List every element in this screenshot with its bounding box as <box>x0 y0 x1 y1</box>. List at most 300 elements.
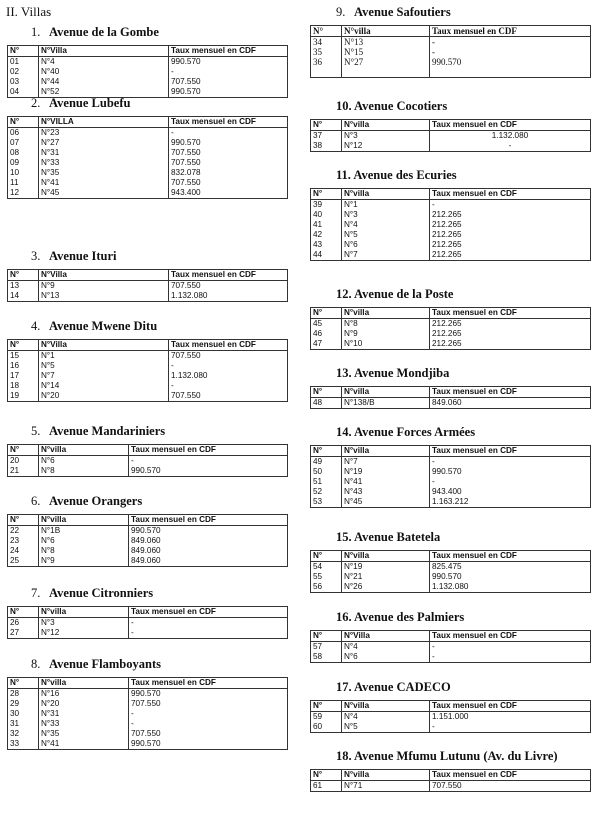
column-header-rate: Taux mensuel en CDF <box>129 607 288 618</box>
table-row <box>8 148 288 158</box>
cell-rate: 707.550 <box>169 281 288 292</box>
column-header-no: N° <box>311 120 342 131</box>
cell-rate: 990.570 <box>129 689 288 700</box>
cell-villa: N°13 <box>39 291 169 302</box>
section-title: Avenue de la Gombe <box>40 25 159 39</box>
cell-villa: N°9 <box>39 556 129 567</box>
cell-villa: N°31 <box>39 148 169 158</box>
villa-table <box>310 25 591 78</box>
cell-villa: N°27 <box>342 57 430 67</box>
page-title: II. Villas <box>6 4 52 19</box>
cell-rate: 1.151.000 <box>430 712 591 723</box>
column-header-no: N° <box>8 270 39 281</box>
cell-no: 18 <box>8 381 39 391</box>
cell-rate: - <box>129 618 288 629</box>
cell-no: 52 <box>311 487 342 497</box>
section-18 <box>310 748 591 792</box>
cell-rate: 832.078 <box>169 168 288 178</box>
section-10 <box>310 98 591 152</box>
column-header-rate: Taux mensuel en CDF <box>430 701 591 712</box>
table-row <box>8 291 288 302</box>
cell-rate: 849.060 <box>129 556 288 567</box>
table-row <box>8 556 288 567</box>
cell-rate: - <box>430 642 591 653</box>
cell-no: 17 <box>8 371 39 381</box>
cell-rate: 1.132.080 <box>169 371 288 381</box>
column-header-rate: Taux mensuel en CDF <box>430 770 591 781</box>
section-title: Avenue Cocotiers <box>351 99 448 113</box>
cell-no: 34 <box>311 37 342 48</box>
cell-no: 38 <box>311 141 342 152</box>
cell-villa: N°41 <box>342 477 430 487</box>
section-16 <box>310 609 591 663</box>
cell-rate: - <box>430 47 591 57</box>
cell-no: 19 <box>8 391 39 402</box>
table-row <box>8 546 288 556</box>
cell-villa: N°3 <box>342 131 430 142</box>
cell-villa: N°5 <box>342 722 430 733</box>
table-row <box>8 67 288 77</box>
cell-no: 49 <box>311 457 342 468</box>
cell-rate: 707.550 <box>169 148 288 158</box>
cell-no: 39 <box>311 200 342 211</box>
section-14 <box>310 424 591 508</box>
column-header-rate: Taux mensuel en CDF <box>169 46 288 57</box>
column-header-villa: N°villa <box>39 607 129 618</box>
section-title: Avenue Mfumu Lutunu (Av. du Livre) <box>351 749 558 763</box>
table-row <box>8 456 288 467</box>
table-row <box>311 200 591 211</box>
cell-no: 11 <box>8 178 39 188</box>
cell-villa: N°16 <box>39 689 129 700</box>
cell-villa: N°71 <box>342 781 430 792</box>
cell-villa: N°7 <box>342 250 430 261</box>
cell-no: 27 <box>8 628 39 639</box>
column-header-villa: N°villa <box>342 701 430 712</box>
cell-villa: N°15 <box>342 47 430 57</box>
table-header-row <box>8 678 288 689</box>
section-number: 13. <box>336 366 352 380</box>
cell-rate: - <box>430 722 591 733</box>
section-heading <box>310 748 591 764</box>
cell-rate: 707.550 <box>129 699 288 709</box>
section-title: Avenue Batetela <box>351 530 441 544</box>
table-row <box>8 381 288 391</box>
cell-no: 04 <box>8 87 39 98</box>
column-header-villa: N°Villa <box>39 340 169 351</box>
cell-rate: - <box>430 457 591 468</box>
cell-villa: N°19 <box>342 562 430 573</box>
section-heading <box>7 423 288 439</box>
table-row <box>8 158 288 168</box>
cell-villa: N°7 <box>342 457 430 468</box>
cell-villa: N°13 <box>342 37 430 48</box>
section-number: 8. <box>31 657 41 671</box>
table-row <box>311 562 591 573</box>
cell-villa: N°43 <box>342 487 430 497</box>
cell-villa: N°19 <box>342 467 430 477</box>
column-header-no: N° <box>8 607 39 618</box>
table-row <box>8 351 288 362</box>
table-row <box>311 642 591 653</box>
section-title: Avenue Ituri <box>40 249 117 263</box>
cell-villa: N°35 <box>39 168 169 178</box>
villa-table <box>310 700 591 733</box>
column-header-rate: Taux mensuel en CDF <box>430 446 591 457</box>
cell-villa: N°7 <box>39 371 169 381</box>
villa-table <box>7 514 288 567</box>
cell-rate: 212.265 <box>430 220 591 230</box>
cell-villa: N°8 <box>342 319 430 330</box>
villa-table <box>310 119 591 152</box>
cell-no: 35 <box>311 47 342 57</box>
section-heading <box>310 167 591 183</box>
section-11 <box>310 167 591 261</box>
table-row <box>311 250 591 261</box>
cell-villa: N°12 <box>342 141 430 152</box>
cell-no: 33 <box>8 739 39 750</box>
section-heading <box>310 609 591 625</box>
villa-table <box>7 444 288 477</box>
table-row <box>311 131 591 142</box>
column-header-no: N° <box>311 308 342 319</box>
cell-no: 09 <box>8 158 39 168</box>
cell-villa: N°35 <box>39 729 129 739</box>
column-header-no: N° <box>311 387 342 398</box>
section-title: Avenue Mondjiba <box>351 366 450 380</box>
cell-villa: N°5 <box>39 361 169 371</box>
section-title: Avenue des Ecuries <box>350 168 457 182</box>
cell-no: 44 <box>311 250 342 261</box>
column-header-rate: Taux mensuel en CDF <box>169 270 288 281</box>
section-title: Avenue Citronniers <box>40 586 154 600</box>
cell-villa: N°4 <box>39 57 169 68</box>
column-header-villa: N°villa <box>342 120 430 131</box>
cell-villa: N°138/B <box>342 398 430 409</box>
cell-rate: 212.265 <box>430 339 591 350</box>
cell-no: 01 <box>8 57 39 68</box>
table-header-row <box>311 770 591 781</box>
cell-rate: 212.265 <box>430 250 591 261</box>
villa-table <box>7 339 288 402</box>
table-header-row <box>8 117 288 128</box>
column-header-villa: N°Villa <box>342 631 430 642</box>
table-row <box>311 230 591 240</box>
cell-no: 21 <box>8 466 39 477</box>
cell-rate: 849.060 <box>129 546 288 556</box>
cell-rate: 990.570 <box>129 526 288 537</box>
cell-no: 57 <box>311 642 342 653</box>
cell-no: 47 <box>311 339 342 350</box>
cell-no: 41 <box>311 220 342 230</box>
table-row <box>8 618 288 629</box>
cell-villa: N°1 <box>39 351 169 362</box>
column-header-no: N° <box>311 631 342 642</box>
cell-rate: 990.570 <box>129 466 288 477</box>
column-header-no: N° <box>311 701 342 712</box>
cell-rate: 1.163.212 <box>430 497 591 508</box>
cell-no: 40 <box>311 210 342 220</box>
column-header-villa: N°Villa <box>39 46 169 57</box>
cell-rate: - <box>430 652 591 663</box>
villa-table <box>310 445 591 508</box>
section-6 <box>7 493 288 567</box>
table-header-row <box>311 387 591 398</box>
section-title: Avenue de la Poste <box>351 287 454 301</box>
section-4 <box>7 318 288 402</box>
section-heading <box>310 98 591 114</box>
table-header-row <box>311 308 591 319</box>
table-row <box>8 739 288 750</box>
cell-no: 51 <box>311 477 342 487</box>
table-row <box>8 689 288 700</box>
table-header-row <box>311 701 591 712</box>
cell-no: 48 <box>311 398 342 409</box>
table-row <box>311 47 591 57</box>
cell-no: 16 <box>8 361 39 371</box>
section-13 <box>310 365 591 409</box>
column-header-villa: N°villa <box>342 446 430 457</box>
cell-no: 31 <box>8 719 39 729</box>
cell-villa: N°45 <box>342 497 430 508</box>
table-row <box>311 722 591 733</box>
column-header-rate: Taux mensuel en CDF <box>129 678 288 689</box>
section-2 <box>7 95 288 199</box>
table-row <box>311 582 591 593</box>
cell-villa: N°20 <box>39 699 129 709</box>
section-17 <box>310 679 591 733</box>
section-heading <box>310 4 591 20</box>
villa-table <box>310 188 591 261</box>
column-header-no: N° <box>8 678 39 689</box>
cell-villa: N°9 <box>39 281 169 292</box>
villa-table <box>310 386 591 409</box>
cell-rate: 990.570 <box>169 87 288 98</box>
section-9 <box>310 4 591 78</box>
cell-villa: N°26 <box>342 582 430 593</box>
column-header-rate: Taux mensuel en CDF <box>430 189 591 200</box>
section-number: 3. <box>31 249 41 263</box>
section-heading <box>7 585 288 601</box>
cell-rate: 943.400 <box>169 188 288 199</box>
table-header-row <box>311 446 591 457</box>
column-header-villa: N°villa <box>39 678 129 689</box>
cell-villa: N°6 <box>342 652 430 663</box>
column-header-villa: N°villa <box>342 387 430 398</box>
cell-rate: - <box>430 200 591 211</box>
column-header-rate: Taux mensuel en CDF <box>430 631 591 642</box>
cell-villa: N°4 <box>342 642 430 653</box>
cell-no: 10 <box>8 168 39 178</box>
section-title: Avenue Mandariniers <box>40 424 166 438</box>
cell-villa: N°4 <box>342 712 430 723</box>
cell-no: 46 <box>311 329 342 339</box>
section-number: 14. <box>336 425 352 439</box>
table-row <box>311 329 591 339</box>
cell-no: 14 <box>8 291 39 302</box>
cell-no: 22 <box>8 526 39 537</box>
table-row <box>311 37 591 48</box>
section-number: 1. <box>31 25 41 39</box>
cell-no: 56 <box>311 582 342 593</box>
section-heading <box>310 679 591 695</box>
cell-villa: N°5 <box>342 230 430 240</box>
section-title: Avenue Forces Armées <box>351 425 476 439</box>
table-row <box>311 572 591 582</box>
table-header-row <box>311 26 591 37</box>
villa-table <box>310 550 591 593</box>
cell-no: 42 <box>311 230 342 240</box>
section-title: Avenue Flamboyants <box>40 657 161 671</box>
table-row <box>311 467 591 477</box>
cell-no: 07 <box>8 138 39 148</box>
cell-villa: N°33 <box>39 719 129 729</box>
villa-table <box>7 677 288 750</box>
cell-no: 06 <box>8 128 39 139</box>
cell-villa: N°4 <box>342 220 430 230</box>
cell-rate: 849.060 <box>129 536 288 546</box>
column-header-rate: Taux mensuel en CDF <box>169 340 288 351</box>
cell-villa: N°14 <box>39 381 169 391</box>
cell-rate: 212.265 <box>430 240 591 250</box>
section-number: 10. <box>336 99 352 113</box>
cell-no: 59 <box>311 712 342 723</box>
table-row <box>8 699 288 709</box>
section-1 <box>7 24 288 98</box>
table-header-row <box>8 46 288 57</box>
section-number: 17. <box>336 680 352 694</box>
cell-villa: N°41 <box>39 739 129 750</box>
section-number: 5. <box>31 424 41 438</box>
table-row <box>311 210 591 220</box>
table-row <box>8 168 288 178</box>
section-number: 18. <box>336 749 352 763</box>
cell-no: 25 <box>8 556 39 567</box>
table-header-row <box>8 515 288 526</box>
cell-no: 24 <box>8 546 39 556</box>
section-3 <box>7 248 288 302</box>
table-row <box>8 729 288 739</box>
section-number: 9. <box>336 5 346 19</box>
cell-villa: N°10 <box>342 339 430 350</box>
cell-rate: - <box>169 381 288 391</box>
villa-table <box>7 45 288 98</box>
table-row <box>311 240 591 250</box>
cell-rate: - <box>169 361 288 371</box>
table-row <box>8 536 288 546</box>
column-header-no: N° <box>8 117 39 128</box>
cell-rate: 707.550 <box>169 77 288 87</box>
cell-no: 43 <box>311 240 342 250</box>
section-title: Avenue Lubefu <box>40 96 131 110</box>
cell-villa: N°1 <box>342 200 430 211</box>
column-header-villa: N°villa <box>39 445 129 456</box>
cell-rate: 707.550 <box>430 781 591 792</box>
table-row <box>8 709 288 719</box>
cell-villa: N°45 <box>39 188 169 199</box>
table-row <box>311 781 591 792</box>
cell-no: 13 <box>8 281 39 292</box>
section-5 <box>7 423 288 477</box>
cell-no: 50 <box>311 467 342 477</box>
cell-no: 54 <box>311 562 342 573</box>
cell-villa: N°12 <box>39 628 129 639</box>
table-row <box>311 57 591 67</box>
table-row <box>8 628 288 639</box>
cell-villa: N°23 <box>39 128 169 139</box>
cell-villa: N°44 <box>39 77 169 87</box>
section-title: Avenue Orangers <box>40 494 143 508</box>
section-number: 7. <box>31 586 41 600</box>
cell-no: 08 <box>8 148 39 158</box>
cell-villa: N°33 <box>39 158 169 168</box>
cell-no: 53 <box>311 497 342 508</box>
cell-villa: N°27 <box>39 138 169 148</box>
villa-table <box>310 769 591 792</box>
table-row <box>311 67 591 78</box>
column-header-villa: N°villa <box>342 26 430 37</box>
cell-rate: 707.550 <box>169 351 288 362</box>
cell-no: 02 <box>8 67 39 77</box>
section-number: 4. <box>31 319 41 333</box>
table-row <box>311 319 591 330</box>
cell-rate: 990.570 <box>430 467 591 477</box>
cell-rate: 1.132.080 <box>430 582 591 593</box>
section-number: 12. <box>336 287 352 301</box>
cell-rate: - <box>430 477 591 487</box>
cell-villa: N°6 <box>39 536 129 546</box>
cell-villa: N°3 <box>39 618 129 629</box>
cell-villa: N°41 <box>39 178 169 188</box>
column-header-rate: Taux mensuel en CDF <box>129 445 288 456</box>
table-row <box>311 141 591 152</box>
cell-rate: - <box>430 37 591 48</box>
column-header-rate: Taux mensuel en CDF <box>430 120 591 131</box>
column-header-villa: N°villa <box>342 551 430 562</box>
table-row <box>311 477 591 487</box>
section-title: Avenue Safoutiers <box>345 5 451 19</box>
cell-no: 23 <box>8 536 39 546</box>
column-header-no: N° <box>8 46 39 57</box>
villa-table <box>7 269 288 302</box>
table-row <box>8 138 288 148</box>
section-number: 15. <box>336 530 352 544</box>
cell-rate <box>430 67 591 78</box>
cell-rate: 707.550 <box>169 391 288 402</box>
section-title: Avenue Mwene Ditu <box>40 319 158 333</box>
table-header-row <box>8 340 288 351</box>
section-number: 11. <box>336 168 351 182</box>
column-header-no: N° <box>8 515 39 526</box>
table-row <box>8 466 288 477</box>
cell-rate: 1.132.080 <box>169 291 288 302</box>
cell-rate: 212.265 <box>430 230 591 240</box>
column-header-rate: Taux mensuel en CDF <box>430 308 591 319</box>
cell-rate: - <box>169 128 288 139</box>
cell-no: 28 <box>8 689 39 700</box>
table-row <box>8 178 288 188</box>
column-header-villa: N°VILLA <box>39 117 169 128</box>
cell-no: 58 <box>311 652 342 663</box>
cell-no: 61 <box>311 781 342 792</box>
cell-no: 12 <box>8 188 39 199</box>
villa-table <box>7 116 288 199</box>
column-header-no: N° <box>311 551 342 562</box>
villa-table <box>310 630 591 663</box>
table-row <box>311 652 591 663</box>
column-header-villa: N°villa <box>39 515 129 526</box>
section-heading <box>310 424 591 440</box>
